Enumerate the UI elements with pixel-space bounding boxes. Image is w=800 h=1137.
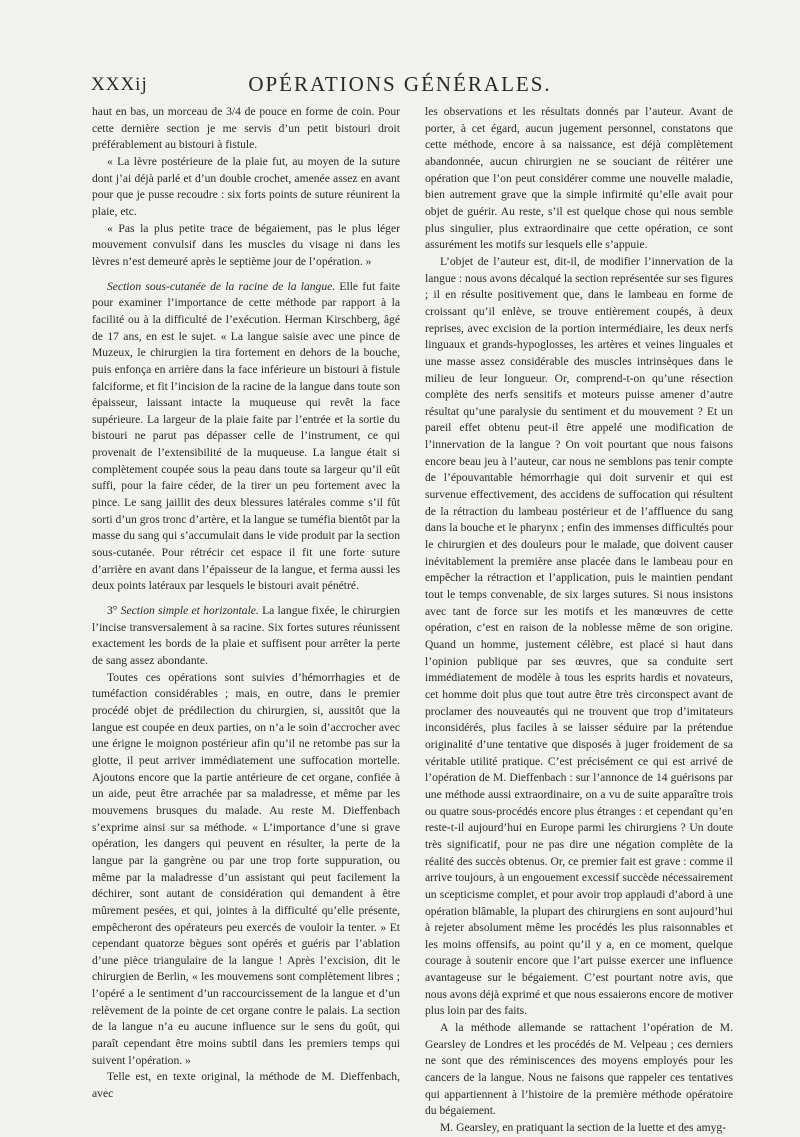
- paragraph: 3° Section simple et horizontale. La langue fixée, le chirurgien l’incise transversalement à sa racine. Six fortes sutures réunissent exactement les bords de la plaie et suffisent pour arrêter la perte de sang assez abondante.: [92, 604, 400, 667]
- paragraph: M. Gearsley, en pratiquant la section de la luette et des amyg-: [440, 1121, 727, 1135]
- paragraph: A la méthode allemande se rattachent l’opération de M. Gearsley de Londres et les procédés de M. Velpeau ; ces derniers ne sont que des réminiscences des moyens employés pour les cancers de la langue. Nous ne faisons que rappeler ces tentatives qui appartiennent à l’histoire de la première méthode opératoire du bégaiement.: [425, 1021, 733, 1118]
- page-number: XXXij: [91, 74, 148, 95]
- paragraph: Section sous-cutanée de la racine de la langue. Elle fut faite pour examiner l’importance de cette méthode par rapport à la facilité ou à la difficulté de l’exécution. Herman Kirschberg, âgé de 17 ans, en est le sujet. « La langue saisie avec une pince de Muzeux, le chirurgien la tira fortement en dehors de la bouche, puis enfonça en arrière dans la face inférieure un bistouri à fistule falciforme, et fit l’incision de la racine de la langue dans toute son épaisseur, laissant intacte la muqueuse qui revêt la face supérieure. La largeur de la plaie faite par l’entrée et la sortie du bistouri ne parut pas dépasser celle de l’instrument, ce qui provenait de l’extensibilité de la muqueuse. La langue était si complètement coupée sous la peau dans toute sa largeur qu’il eût suffi, pour la faire céder, de la tirer un peu fortement avec la pince. Le sang jaillit des deux blessures latérales comme s’il fût sorti d’un gros tronc d’artère, et la langue se tuméfia bientôt par la masse du sang qui s’accumulait dans le vide produit par la section sous-cutanée. Pour rétrécir cet espace il fit une forte suture d’arrière en avant dans l’épaisseur de la langue, et ferma aussi les deux points latéraux par lesquels le bistouri avait pénétré.: [92, 279, 400, 593]
- paragraph: L’objet de l’auteur est, dit-il, de modifier l’innervation de la langue : nous avons décalqué la section représentée sur ses figures ; il en résulte positivement que, dans le lambeau en forme de croissant qu’il enlève, se trouve entièrement coupés, à deux reprises, avec excision de la portion intermédiaire, les deux nerfs linguaux et grands-hypoglosses, les artères et veines linguales et une masse assez considérable des muscles intrinsèques dans le milieu de leur longueur. Or, comprend-t-on qu’une résection complète des nerfs sensitifs et moteurs puisse amener d’autre résultat qu’une paralysie du sentiment et du mouvement ? Et un pareil effet obtenu peut-il être appelé une modification de l’innervation de la langue ? On voit pourtant que nous faisons encore beau jeu à l’auteur, car nous ne semblons pas tenir compte de l’épouvantable hémorrhagie qui doit survenir et qui est survenue effectivement, des accidens de suffocation qui résultent de la rétraction du lambeau postérieur et de l’affluence du sang dans la bouche et le pharynx ; enfin des immenses difficultés pour le chirurgien et des douleurs pour le malade, que doivent causer inévitablement la première anse placée dans le lambeau pour en empêcher la rétraction et l’application, puis le maintien pendant tout le temps convenable, de six larges sutures. Si nous insistons avec tant de force sur les motifs et les manœuvres de cette opération, c’est en raison de la noblesse même de son origine. Quand un homme, justement célèbre, est placé si haut dans l’opinion publique par ses œuvres, que sa conduite sert immédiatement de modèle à tous les esprits hardis et novateurs, cet homme doit plus que tout autre être très circonspect avant de proclamer des nouveautés qui ne trouvent que trop d’imitateurs inconsidérés, plus faciles à se laisser séduire par la prétendue originalité d’une tentative que disposés à juger froidement de sa véritable utilité pratique. C’est précisément ce qui est arrivé de l’opération de M. Dieffenbach : sur l’annonce de 14 guérisons par une méthode aussi extraordinaire, on a vu de suite apparaître trois ou quatre sous-procédés encore plus étranges : et cependant qu’en reste-t-il aujourd’hui en Europe parmi les chirurgiens ? Un doute très significatif, pour ne pas dire une négation complète de la réalité des succès obtenus. Or, ce premier fait est grave : comme il arrive toujours, à un engouement excessif succède nécessairement un scepticisme complet, et pour avoir trop applaudi d’abord à une opération blâmable, la plupart des chirurgiens en sont aujourd’hui à rejeter absolument même les procédés les plus raisonnables et les moins offensifs, au point qu’il y a, en ce moment, quelque courage à soutenir encore que l’art puisse exercer une influence avantageuse sur le bégaiement. C’est pourtant notre avis, que nous avons déjà exprimé et que nous essaierons encore de motiver plus loin par des faits.: [425, 254, 733, 1018]
- paragraph: Toutes ces opérations sont suivies d’hémorrhagies et de tuméfaction considérables ; mais, en outre, dans le premier procédé objet de prédilection du chirurgien, si, aussitôt que la langue est coupée en deux parties, on n’a le soin d’accrocher avec une érigne le moignon postérieur afin qu’il ne retombe pas sur la glotte, il peut arriver immédiatement une suffocation mortelle. Ajoutons encore que la partie antérieure de cet organe, confiée à un aide, peut être arrachée par sa maladresse, et même par les mouvemens brusques du malade. Au reste M. Dieffenbach s’exprime ainsi sur sa méthode. « L’importance d’une si grave opération, les dangers qui peuvent en résulter, la perte de la langue par la gangrène ou par une trop forte suppuration, ou même par la maladresse d’un assistant qui peut facilement la déchirer, sont autant de considération qui demandent à être mûrement pesées, et qui, jointes à la difficulté qu’elle présente, empêcheront des opérateurs peu exercés de vouloir la tenter. » Et cependant quatorze bègues sont opérés et guéris par l’ablation d’une pièce triangulaire de la langue ! Après l’excision, dit le chirurgien de Berlin, « les mouvemens sont complètement libres ; l’opéré a le sentiment d’un raccourcissement de la langue et d’un relèvement de la pointe de cet organe contre le palais. La section de la langue n’a eu aucune influence sur le sens du goût, qui paraît cependant être moins subtil dans les premiers temps qui suivent l’opération. »: [92, 670, 400, 1067]
- section-heading: Section simple et horizontale.: [120, 604, 259, 618]
- paragraph: Telle est, en texte original, la méthode de M. Dieffenbach, avec: [92, 1070, 400, 1101]
- right-column: [425, 104, 733, 1137]
- paragraph: les observations et les résultats donnés par l’auteur. Avant de porter, à cet égard, aucun jugement personnel, constatons que cette méthode, encore à sa naissance, est déjà complètement abandonnée, aucun chirurgien ne se souciant de réitérer une opération que l’on peut considérer comme une nouvelle maladie, bien autrement grave que la simple infirmité qu’elle avait pour objet de guérir. Au reste, s’il est quelque chose qui nous semble plus singulier, plus extraordinaire que cette opération, ce sont assurément les motifs sur lesquels elle s’appuie.: [425, 105, 733, 252]
- section-heading: Section sous-cutanée de la racine de la langue.: [107, 279, 336, 293]
- paragraph: haut en bas, un morceau de 3/4 de pouce en forme de coin. Pour cette dernière section je me servis d’un petit bistouri droit préférablement au bistouri à fistule.: [92, 105, 400, 152]
- running-title: OPÉRATIONS GÉNÉRALES.: [248, 72, 552, 96]
- left-column: [92, 104, 400, 1103]
- paragraph: « La lèvre postérieure de la plaie fut, au moyen de la suture dont j’ai déjà parlé et d’un double crochet, amenée assez en avant pour que je pusse recoudre : six forts points de suture réunirent la plaie, etc.: [92, 154, 400, 218]
- paragraph: « Pas la plus petite trace de bégaiement, pas le plus léger mouvement convulsif dans les muscles du visage ni dans les lèvres n’est demeuré après le septième jour de l’opération. »: [92, 221, 400, 268]
